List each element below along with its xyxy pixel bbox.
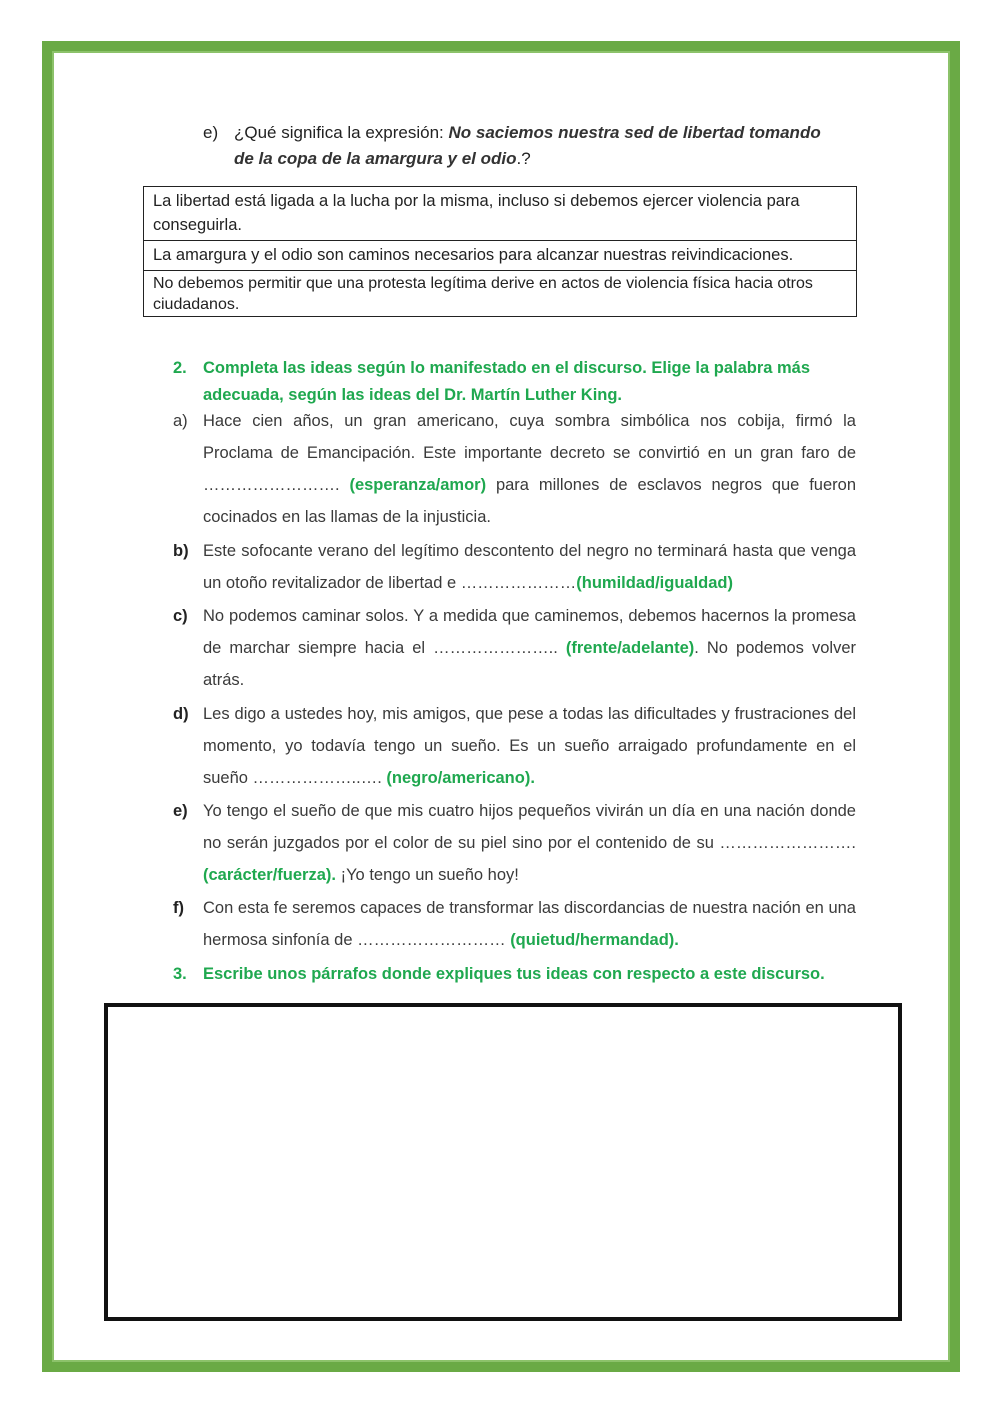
item-c bbox=[173, 600, 856, 696]
option-3[interactable]: No debemos permitir que una protesta legítima derive en actos de violencia física hacia otros ciudadanos. bbox=[153, 275, 813, 313]
question-e-prefix: ¿Qué significa la expresión: bbox=[234, 123, 449, 142]
question-e-text bbox=[234, 120, 823, 172]
item-option: (negro/americano). bbox=[386, 769, 535, 787]
item-option: (carácter/fuerza). bbox=[203, 866, 336, 884]
item-label: f) bbox=[173, 899, 184, 917]
question-e-quote: No saciemos nuestra sed de libertad tomando de la copa de la amargura y el odio bbox=[234, 123, 821, 168]
item-a bbox=[173, 405, 856, 533]
item-option: (humildad/igualdad) bbox=[576, 574, 733, 592]
question-e-label: e) bbox=[203, 123, 219, 142]
section-2-title bbox=[173, 355, 863, 409]
item-d bbox=[173, 698, 856, 794]
question-e bbox=[203, 120, 823, 172]
item-label: a) bbox=[173, 412, 188, 430]
item-label: b) bbox=[173, 542, 189, 560]
option-1[interactable]: La libertad está ligada a la lucha por la misma, incluso si debemos ejercer violencia para conseguirla. bbox=[144, 187, 856, 241]
answer-box[interactable] bbox=[104, 1003, 902, 1321]
item-b bbox=[173, 535, 856, 599]
item-option: (frente/adelante) bbox=[565, 639, 695, 657]
item-f bbox=[173, 892, 856, 956]
options-table bbox=[143, 186, 857, 317]
item-label: e) bbox=[173, 802, 188, 820]
item-text: Yo tengo el sueño de que mis cuatro hijos pequeños vivirán un día en una nación donde no serán juzgados por el color de su piel sino por el contenido de su ……………………. bbox=[203, 802, 856, 852]
item-after: . No podemos volver atrás. bbox=[203, 639, 857, 689]
section-2-text: Completa las ideas según lo manifestado en el discurso. Elige la palabra más adecuada, según las ideas del Dr. Martín Luther King. bbox=[203, 359, 811, 404]
section-3-title bbox=[173, 961, 863, 988]
item-text: Con esta fe seremos capaces de transformar las discordancias de nuestra nación en una hermosa sinfonía de ……………………… bbox=[203, 899, 856, 949]
item-text: Este sofocante verano del legítimo descontento del negro no terminará hasta que venga un otoño revitalizador de libertad e ………………… bbox=[203, 542, 856, 592]
section-3-number: 3. bbox=[173, 965, 187, 983]
item-after: para millones de esclavos negros que fueron cocinados en las llamas de la injusticia. bbox=[203, 476, 856, 526]
item-option: (esperanza/amor) bbox=[349, 476, 487, 494]
section-2-number: 2. bbox=[173, 359, 187, 377]
item-label: d) bbox=[173, 705, 189, 723]
item-text: No podemos caminar solos. Y a medida que caminemos, debemos hacernos la promesa de marchar siempre hacia el ………………….. bbox=[203, 607, 856, 657]
item-label: c) bbox=[173, 607, 188, 625]
item-after: ¡Yo tengo un sueño hoy! bbox=[335, 866, 519, 884]
section-3-text: Escribe unos párrafos donde expliques tus ideas con respecto a este discurso. bbox=[203, 965, 825, 983]
item-text: Hace cien años, un gran americano, cuya sombra simbólica nos cobija, firmó la Proclama de Emancipación. Este importante decreto se convirtió en un gran faro de ……………………. bbox=[203, 412, 856, 494]
item-option: (quietud/hermandad). bbox=[510, 931, 679, 949]
question-e-suffix: .? bbox=[516, 149, 531, 168]
item-text: Les digo a ustedes hoy, mis amigos, que pese a todas las dificultades y frustraciones del momento, yo todavía tengo un sueño. Es un sueño arraigado profundamente en el sueño ………………..…. bbox=[203, 705, 856, 787]
option-2[interactable]: La amargura y el odio son caminos necesarios para alcanzar nuestras reivindicaciones. bbox=[144, 241, 856, 271]
item-e bbox=[173, 795, 856, 891]
